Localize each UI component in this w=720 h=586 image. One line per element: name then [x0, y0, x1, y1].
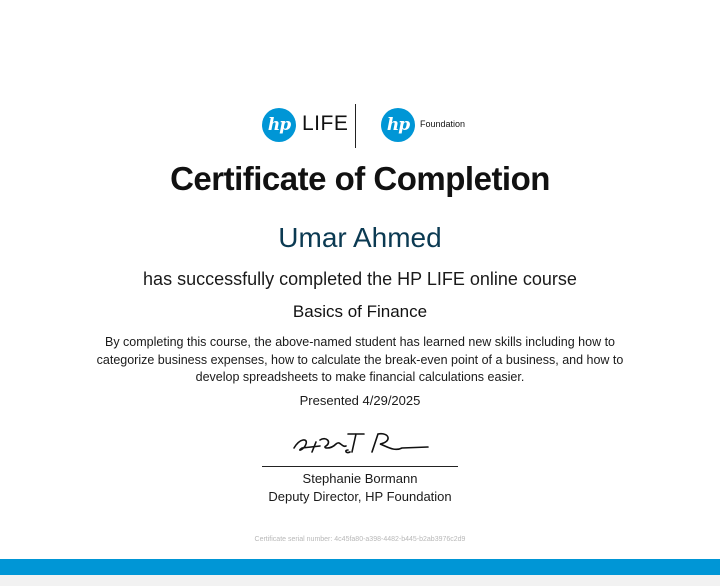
presented-date: Presented 4/29/2025 [299, 393, 421, 408]
logo-header [0, 104, 720, 150]
completion-statement: has successfully completed the HP LIFE online course [143, 269, 577, 289]
course-description: By completing this course, the above-named student has learned new skills including how to categorize business expenses, how to calculate the break-even point of a business, and how to develop spreadsheets to make financial calculations easier. [96, 335, 624, 384]
foundation-logo-text: Foundation [420, 119, 466, 129]
serial-number: Certificate serial number: 4c45fa80-a398-4482-b445-b2ab3976c2d9 [254, 536, 466, 543]
signer-name: Stephanie Bormann [302, 471, 418, 486]
signer-role: Deputy Director, HP Foundation [268, 489, 452, 504]
signature-line [262, 466, 458, 467]
course-name: Basics of Finance [292, 302, 428, 321]
footer-strip [0, 575, 720, 586]
logo-divider [355, 104, 356, 148]
certificate-title: Certificate of Completion [170, 160, 550, 197]
life-logo-text: LIFE [302, 112, 349, 135]
hp-foundation-logo-icon: hp [381, 108, 415, 142]
student-name: Umar Ahmed [278, 222, 442, 253]
footer-accent-bar [0, 559, 720, 575]
signature-icon [286, 428, 436, 458]
hp-logo-icon: hp [262, 108, 296, 142]
